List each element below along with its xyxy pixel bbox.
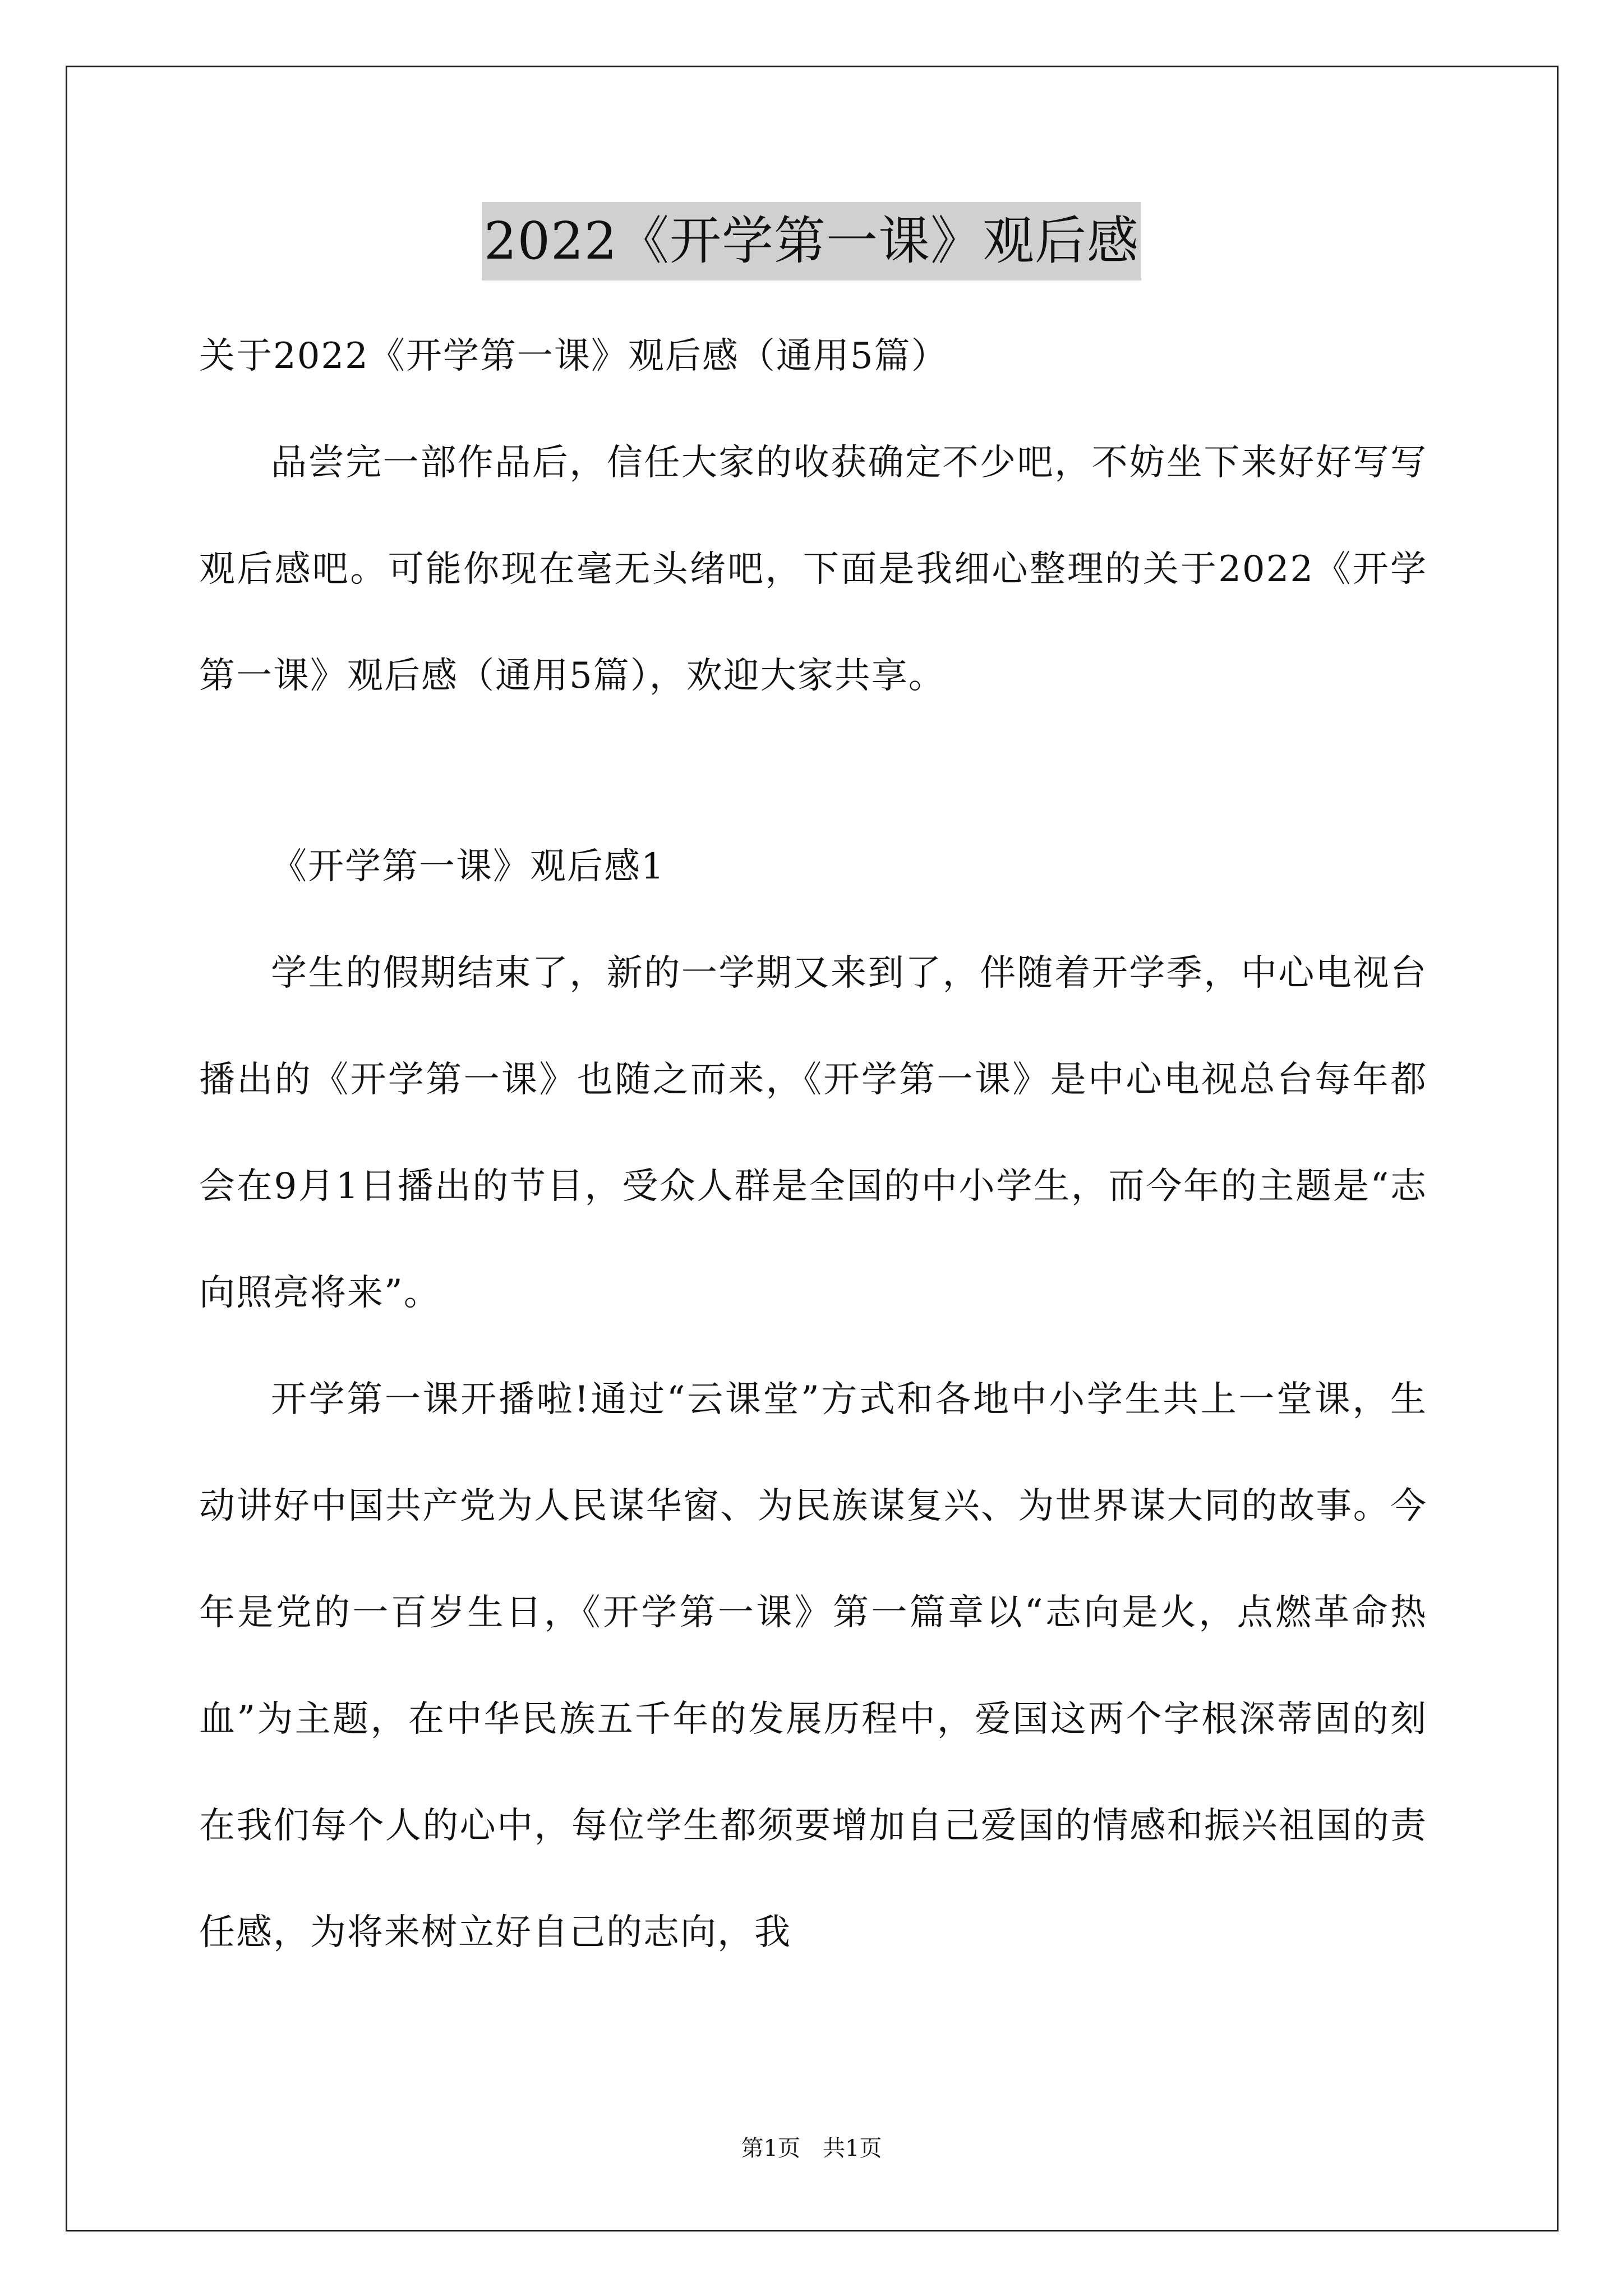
document-title: 2022《开学第一课》观后感 [482, 202, 1141, 280]
document-body [199, 303, 1427, 1986]
section-heading: 《开学第一课》观后感1 [271, 846, 665, 887]
subtitle-line: 关于2022《开学第一课》观后感（通用5篇） [199, 335, 948, 377]
intro-paragraph: 品尝完一部作品后，信任大家的收获确定不少吧，不妨坐下来好好写写观后感吧。可能你现在毫无头绪吧，下面是我细心整理的关于2022《开学第一课》观后感（通用5篇），欢迎大家共享。 [199, 442, 1427, 697]
body-paragraph-1: 学生的假期结束了，新的一学期又来到了，伴随着开学季，中心电视台播出的《开学第一课》也随之而来，《开学第一课》是中心电视总台每年都会在9月1日播出的节目，受众人群是全国的中小学生，而今年的主题是“志向照亮将来”。 [199, 953, 1427, 1314]
body-paragraph-2: 开学第一课开播啦!通过“云课堂”方式和各地中小学生共上一堂课，生动讲好中国共产党为人民谋华窗、为民族谋复兴、为世界谋大同的故事。今年是党的一百岁生日，《开学第一课》第一篇章以“志向是火，点燃革命热血”为主题，在中华民族五千年的发展历程中，爱国这两个字根深蒂固的刻在我们每个人的心中，每位学生都须要增加自己爱国的情感和振兴祖国的责任感，为将来树立好自己的志向，我 [199, 1379, 1427, 1953]
title-container [0, 202, 1623, 280]
page-footer: 第1页 共1页 [741, 2136, 882, 2161]
